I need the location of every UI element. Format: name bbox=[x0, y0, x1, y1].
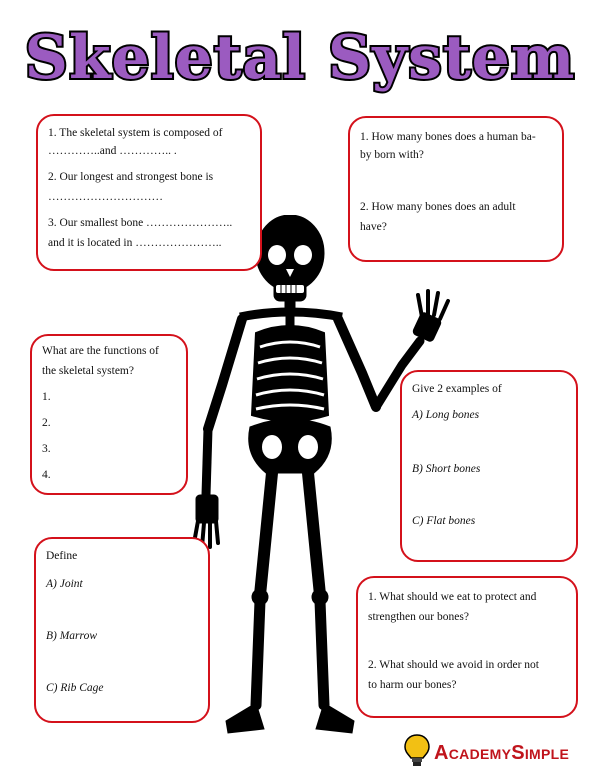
question-1-line-2: strengthen our bones? bbox=[368, 611, 469, 623]
function-item: 2. bbox=[42, 417, 51, 429]
example-item: A) Long bones bbox=[412, 409, 480, 421]
example-item: C) Flat bones bbox=[412, 515, 476, 527]
question-3-line-2: and it is located in ………………….. bbox=[48, 237, 222, 249]
functions-heading-line-2: the skeletal system? bbox=[42, 365, 134, 377]
question-2-line-2: have? bbox=[360, 221, 387, 233]
question-1-line-2: by born with? bbox=[360, 149, 424, 161]
logo-text: AcademySimple bbox=[434, 742, 570, 764]
examples-heading: Give 2 examples of bbox=[412, 383, 502, 395]
question-1-line-1: 1. The skeletal system is composed of bbox=[48, 127, 223, 139]
define-item: C) Rib Cage bbox=[46, 682, 104, 694]
function-item: 4. bbox=[42, 469, 51, 481]
lightbulb-icon bbox=[404, 734, 430, 768]
fill-in-questions-box bbox=[36, 114, 262, 271]
question-1-line-1: 1. How many bones does a human ba- bbox=[360, 131, 536, 143]
academy-simple-logo bbox=[402, 730, 592, 770]
question-2-line-2: ………………………… bbox=[48, 191, 163, 203]
functions-heading-line-1: What are the functions of bbox=[42, 345, 159, 357]
question-1-line-1: 1. What should we eat to protect and bbox=[368, 591, 537, 603]
bone-health-box bbox=[356, 576, 578, 718]
question-2-line-1: 2. How many bones does an adult bbox=[360, 201, 516, 213]
define-box bbox=[34, 537, 210, 723]
define-heading: Define bbox=[46, 550, 78, 562]
define-item: B) Marrow bbox=[46, 630, 98, 642]
title-text: Skeletal System bbox=[24, 23, 576, 93]
question-1-line-2: …………..and ………….. . bbox=[48, 145, 177, 157]
question-2-line-2: to harm our bones? bbox=[368, 679, 457, 691]
bone-count-box bbox=[348, 116, 564, 262]
function-item: 3. bbox=[42, 443, 51, 455]
function-item: 1. bbox=[42, 391, 51, 403]
question-2-line-1: 2. Our longest and strongest bone is bbox=[48, 171, 214, 183]
page-title bbox=[0, 6, 600, 106]
define-item: A) Joint bbox=[46, 578, 83, 590]
example-item: B) Short bones bbox=[412, 463, 481, 475]
functions-box bbox=[30, 334, 188, 495]
examples-box bbox=[400, 370, 578, 562]
question-2-line-1: 2. What should we avoid in order not bbox=[368, 659, 539, 671]
question-3-line-1: 3. Our smallest bone ………………….. bbox=[48, 217, 233, 229]
